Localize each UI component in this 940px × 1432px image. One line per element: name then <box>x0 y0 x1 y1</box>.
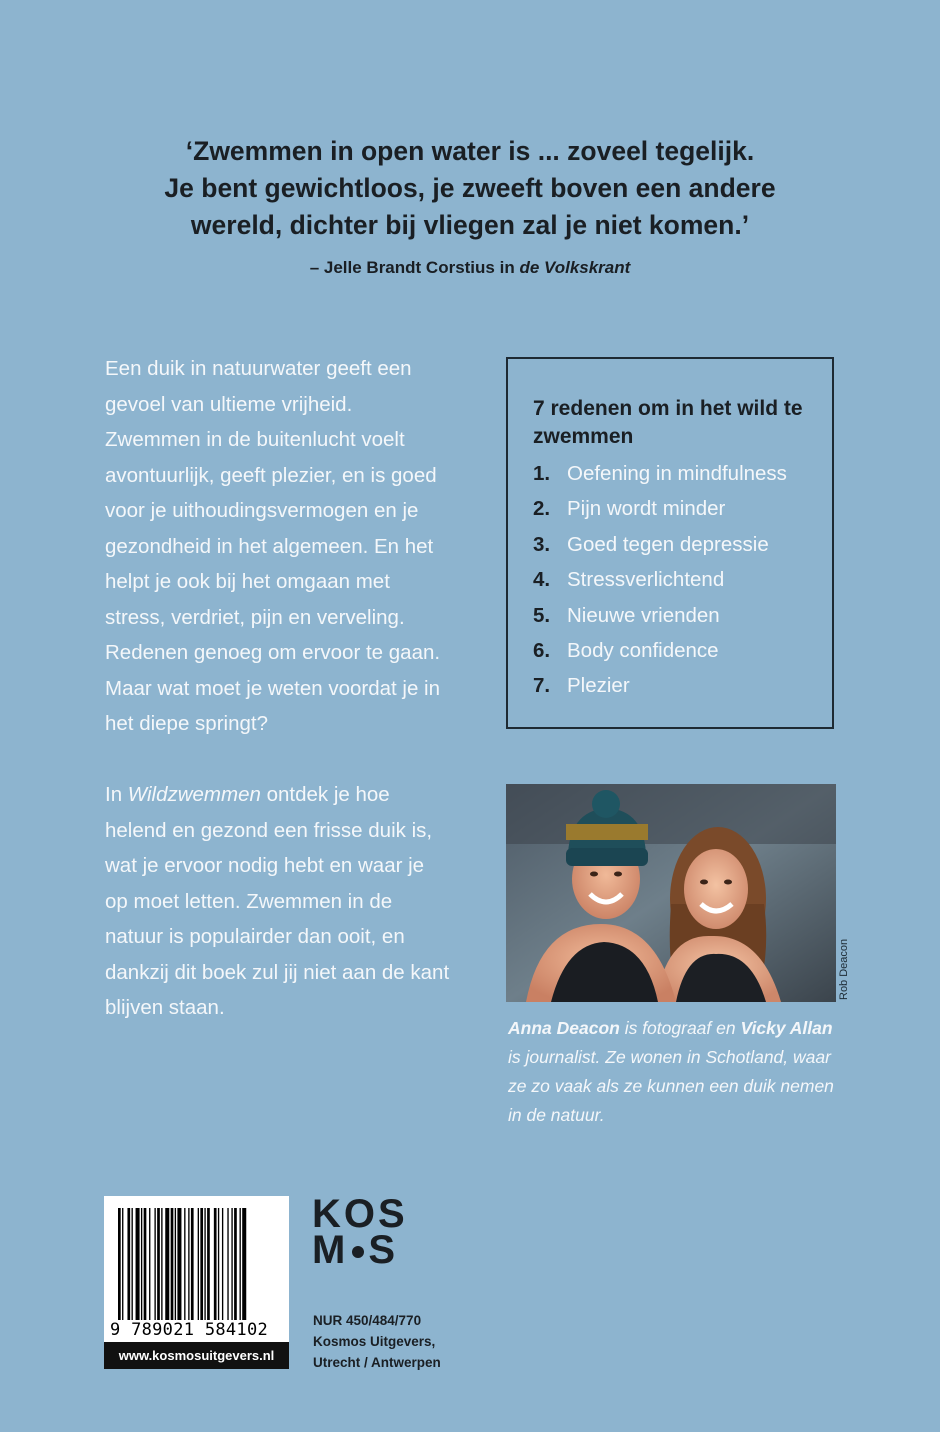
photo-credit: Rob Deacon <box>838 938 850 1000</box>
reasons-title: 7 redenen om in het wild te zwemmen <box>533 397 803 448</box>
publisher-name: Kosmos Uitgevers, <box>313 1334 436 1349</box>
reasons-box <box>506 357 834 729</box>
list-item-number: 7. <box>533 674 551 698</box>
barcode-bar <box>175 1208 176 1320</box>
list-item-number: 3. <box>533 532 551 556</box>
barcode-bar <box>191 1208 194 1320</box>
barcode-bar <box>127 1208 130 1320</box>
author-name-2: Vicky Allan <box>740 1018 833 1038</box>
list-item-text: Oefening in mindfulness <box>567 462 787 485</box>
quote-source-author: – Jelle Brandt Corstius in <box>309 258 520 277</box>
list-item <box>533 633 787 668</box>
quote-line-3: wereld, dichter bij vliegen zal je niet komen.’ <box>190 210 750 240</box>
cover-quote <box>60 133 880 244</box>
barcode-bar <box>240 1208 241 1320</box>
barcode-bar <box>122 1208 123 1320</box>
isbn-number: 9 789021 584102 <box>110 1320 269 1340</box>
caption-text-1: is fotograaf en <box>619 1018 741 1038</box>
barcode-bar <box>214 1208 217 1320</box>
logo-letter-m: M <box>312 1228 349 1272</box>
logo-line-1: KOS <box>312 1192 408 1236</box>
barcode-bar <box>161 1208 162 1320</box>
caption-text-2: is journalist. Ze wonen in Schotland, waar ze zo vaak als ze kunnen een duik nemen in de natuur. <box>508 1047 834 1125</box>
list-item <box>533 562 787 597</box>
author-name-1: Anna Deacon <box>508 1018 620 1038</box>
barcode-bar <box>141 1208 142 1320</box>
list-item-number: 4. <box>533 568 551 592</box>
list-item <box>533 456 787 491</box>
barcode-bar <box>218 1208 219 1320</box>
author-caption <box>508 1014 848 1130</box>
logo-dot-icon <box>352 1246 364 1258</box>
list-item-text: Nieuwe vrienden <box>567 603 720 627</box>
publisher-info <box>313 1310 441 1373</box>
barcode-bar <box>149 1208 150 1320</box>
barcode-bar <box>165 1208 169 1320</box>
list-item <box>533 491 787 526</box>
quote-line-2: Je bent gewichtloos, je zweeft boven een andere <box>164 173 776 203</box>
barcode-bar <box>231 1208 232 1320</box>
barcode-bar <box>227 1208 228 1320</box>
list-item-number: 6. <box>533 638 551 662</box>
list-item <box>533 598 787 633</box>
barcode-bar <box>222 1208 223 1320</box>
barcode-bar <box>200 1208 203 1320</box>
logo-letter-s: S <box>368 1228 399 1272</box>
barcode-bar <box>207 1208 210 1320</box>
logo-line-2 <box>312 1228 412 1272</box>
barcode-bar <box>234 1208 237 1320</box>
barcode-bar <box>188 1208 189 1320</box>
barcode-bar <box>184 1208 185 1320</box>
book-title: Wildzwemmen <box>127 783 261 806</box>
barcode-bar <box>198 1208 199 1320</box>
author-photo-illustration <box>506 784 836 1002</box>
barcode-bar <box>136 1208 140 1320</box>
paragraph2-after: ontdek je hoe helend en gezond een frisse duik is, wat je ervoor nodig hebt en waar je op moet letten. Zwemmen in de natuur is populairder dan ooit, en dankzij dit boek zul jij niet aan de kant blijven staan. <box>105 783 450 1019</box>
blurb-paragraph-2 <box>105 777 450 1026</box>
nur-code: NUR 450/484/770 <box>313 1313 422 1328</box>
list-item <box>533 668 787 703</box>
list-item-number: 1. <box>533 462 551 485</box>
paragraph2-before: In <box>105 783 128 806</box>
list-item-text: Pijn wordt minder <box>567 497 726 521</box>
isbn-barcode <box>104 1196 289 1369</box>
barcode-bar <box>157 1208 160 1320</box>
list-item-number: 2. <box>533 497 551 521</box>
barcode-bar <box>154 1208 155 1320</box>
barcode-bar <box>242 1208 246 1320</box>
quote-source-publication: de Volkskrant <box>519 258 631 277</box>
barcode-bar <box>204 1208 205 1320</box>
kosmos-logo <box>312 1192 412 1272</box>
barcode-bar <box>118 1208 121 1320</box>
list-item-text: Stressverlichtend <box>567 568 725 592</box>
list-item-text: Goed tegen depressie <box>567 532 769 556</box>
list-item-text: Plezier <box>567 674 630 698</box>
list-item <box>533 527 787 562</box>
quote-line-1: ‘Zwemmen in open water is ... zoveel tegelijk. <box>185 136 755 166</box>
quote-source <box>60 258 880 278</box>
barcode-bar <box>177 1208 181 1320</box>
barcode-bar <box>171 1208 174 1320</box>
publisher-url: www.kosmosuitgevers.nl <box>104 1342 289 1369</box>
list-item-number: 5. <box>533 603 551 627</box>
blurb-paragraph-1: Een duik in natuurwater geeft een gevoel van ultieme vrijheid. Zwemmen in de buitenlucht voelt avontuurlijk, geeft plezier, en is goed voor je uithoudingsvermogen en je gezondheid in het algemeen. En het helpt je ook bij het omgaan met stress, verdriet, pijn en verveling. Redenen genoeg om ervoor te gaan. Maar wat moet je weten voordat je in het diepe springt? <box>105 357 441 735</box>
author-photo <box>506 784 836 1002</box>
barcode-bars <box>118 1208 278 1320</box>
list-item-text: Body confidence <box>567 638 719 662</box>
reasons-list <box>533 456 787 704</box>
barcode-bar <box>132 1208 133 1320</box>
barcode-bar <box>144 1208 147 1320</box>
publisher-city: Utrecht / Antwerpen <box>313 1355 441 1370</box>
